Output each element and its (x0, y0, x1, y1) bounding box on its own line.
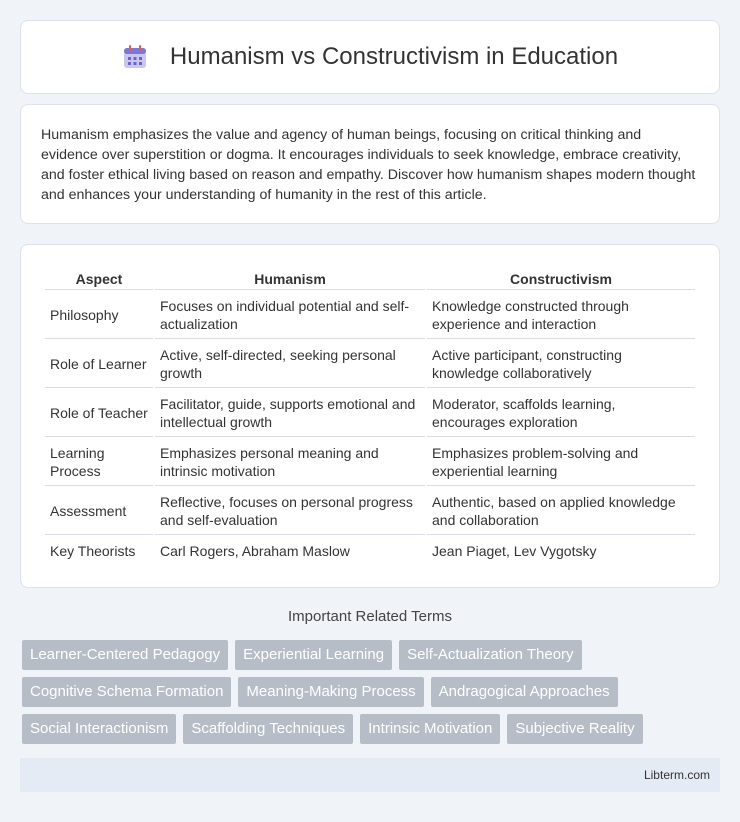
table-cell: Emphasizes problem-solving and experiential learning (427, 439, 695, 486)
related-term-tag[interactable]: Self-Actualization Theory (399, 640, 581, 670)
comparison-card (20, 244, 720, 588)
table-cell: Knowledge constructed through experience and interaction (427, 292, 695, 339)
table-row (45, 439, 695, 486)
table-cell: Authentic, based on applied knowledge and collaboration (427, 488, 695, 535)
page-title: Humanism vs Constructivism in Education (169, 43, 619, 70)
table-row (45, 488, 695, 535)
column-header: Humanism (155, 267, 425, 290)
footer (20, 758, 720, 792)
calendar-icon (122, 44, 148, 70)
intro-card (20, 104, 720, 224)
related-term-tag[interactable]: Subjective Reality (507, 714, 642, 744)
page-header (20, 20, 720, 94)
comparison-table (43, 265, 697, 567)
table-cell: Philosophy (45, 292, 153, 339)
table-cell: Carl Rogers, Abraham Maslow (160, 543, 350, 559)
related-term-tag[interactable]: Social Interactionism (22, 714, 176, 744)
table-cell: Focuses on individual potential and self-actualization (155, 292, 425, 339)
table-cell: Learning Process (45, 439, 153, 486)
related-term-tag[interactable]: Experiential Learning (235, 640, 392, 670)
table-cell: Assessment (45, 488, 153, 535)
related-term-tag[interactable]: Meaning-Making Process (238, 677, 423, 707)
table-cell: Active, self-directed, seeking personal growth (155, 341, 425, 388)
related-term-tag[interactable]: Scaffolding Techniques (183, 714, 353, 744)
table-row (45, 341, 695, 388)
footer-site-link[interactable]: Libterm.com (643, 768, 710, 782)
table-row (45, 537, 695, 565)
table-cell: Active participant, constructing knowledge collaboratively (427, 341, 695, 388)
table-row (45, 390, 695, 437)
table-cell: Role of Learner (45, 341, 153, 388)
related-term-tag[interactable]: Learner-Centered Pedagogy (22, 640, 228, 670)
table-cell: Moderator, scaffolds learning, encourages exploration (427, 390, 695, 437)
related-term-tag[interactable]: Intrinsic Motivation (360, 714, 500, 744)
table-header-row (45, 267, 695, 290)
table-cell: Facilitator, guide, supports emotional and intellectual growth (155, 390, 425, 437)
column-header: Aspect (45, 267, 153, 290)
related-terms-list (22, 640, 722, 744)
related-term-tag[interactable]: Andragogical Approaches (431, 677, 618, 707)
table-cell: Emphasizes personal meaning and intrinsic motivation (155, 439, 425, 486)
table-row (45, 292, 695, 339)
table-cell: Key Theorists (50, 543, 136, 559)
intro-text: Humanism emphasizes the value and agency of human beings, focusing on critical thinking and evidence over superstition or dogma. It encourages individuals to seek knowledge, embrace creativity, and foster ethical living based on reason and empathy. Discover how humanism shapes modern thought and enhances your understanding of humanity in the rest of this article. (41, 127, 696, 203)
table-cell: Role of Teacher (45, 390, 153, 437)
related-term-tag[interactable]: Cognitive Schema Formation (22, 677, 231, 707)
table-cell: Jean Piaget, Lev Vygotsky (432, 543, 597, 559)
related-terms-title: Important Related Terms (288, 608, 452, 625)
table-cell: Reflective, focuses on personal progress and self-evaluation (155, 488, 425, 535)
column-header: Constructivism (427, 267, 695, 290)
